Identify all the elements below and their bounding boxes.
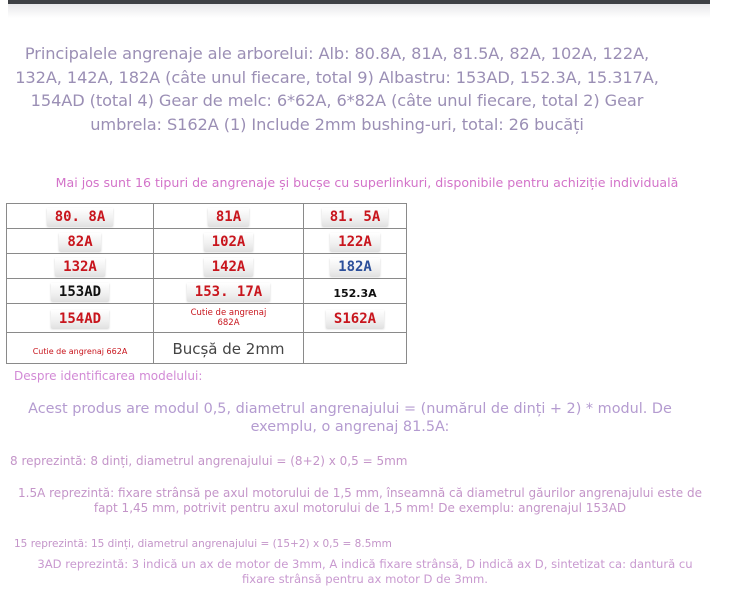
intro-paragraph: Principalele angrenaje ale arborelui: Alb: 80.8A, 81A, 81.5A, 82A, 102A, 122A, 132A, 142A, 182A (câte unul fiecare, total 9) Albastru: 153AD, 152.3A, 15.317A, 154AD (total 4) Gear de melc: 6*62A, 6*82A (câte unul fiecare, total 2) Gear umbrela: S162A (1) Include 2mm bushing-uri, total: 26 bucăți: [15, 44, 659, 134]
gear-label[interactable]: 80. 8A: [47, 208, 114, 226]
table-row: [7, 229, 407, 254]
table-row: [7, 204, 407, 229]
gear-cell[interactable]: [304, 254, 407, 279]
modul-explanation: Acest produs are modul 0,5, diametrul angrenajului = (numărul de dinți + 2) * modul. De exemplu, o angrenaj 81.5A:: [28, 401, 672, 435]
gear-cell[interactable]: [154, 279, 304, 304]
gear-cell[interactable]: [7, 279, 154, 304]
gear-label[interactable]: 82A: [59, 233, 100, 251]
gear-label[interactable]: 81A: [208, 208, 249, 226]
gear-cell[interactable]: [304, 279, 407, 304]
explanation-3ad: 3AD reprezintă: 3 indică un ax de motor de 3mm, A indică fixare strânsă, D indică ax D, sintetizat ca: dantură cu fixare strânsă pentru ax motor D de 3mm.: [37, 557, 693, 586]
gear-label[interactable]: Cutie de angrenaj 662A: [32, 346, 128, 356]
gear-cell[interactable]: [154, 304, 304, 333]
table-row: [7, 304, 407, 333]
gear-cell[interactable]: [7, 204, 154, 229]
gear-cell[interactable]: [7, 229, 154, 254]
gear-label[interactable]: 153AD: [51, 283, 109, 301]
gear-cell[interactable]: [154, 204, 304, 229]
gear-label[interactable]: 122A: [330, 233, 380, 251]
model-identification-heading: Despre identificarea modelului:: [14, 369, 203, 383]
gear-label[interactable]: 142A: [204, 258, 254, 276]
gear-label[interactable]: 102A: [204, 233, 254, 251]
superlink-subheading: Mai jos sunt 16 tipuri de angrenaje și bucșe cu superlinkuri, disponibile pentru achiziție individuală: [55, 175, 679, 190]
gear-label[interactable]: 153. 17A: [187, 283, 270, 301]
gear-cell[interactable]: [154, 254, 304, 279]
gear-label[interactable]: 81. 5A: [322, 208, 389, 226]
gear-cell[interactable]: [7, 254, 154, 279]
gear-label[interactable]: 154AD: [51, 310, 109, 328]
gear-cell[interactable]: [154, 333, 304, 364]
table-row: [7, 279, 407, 304]
gear-cell[interactable]: [154, 229, 304, 254]
table-row: [7, 254, 407, 279]
gear-table: [6, 203, 407, 364]
gear-cell[interactable]: [304, 204, 407, 229]
explanation-8-teeth: 8 reprezintă: 8 dinți, diametrul angrenajului = (8+2) x 0,5 = 5mm: [10, 454, 408, 468]
bushing-label[interactable]: Bucșă de 2mm: [172, 339, 285, 358]
top-fade: [8, 4, 710, 18]
gear-cell[interactable]: [304, 229, 407, 254]
empty-cell: [304, 333, 407, 364]
explanation-1-5a: 1.5A reprezintă: fixare strânsă pe axul motorului de 1,5 mm, înseamnă că diametrul găurilor angrenajului este de fapt 1,45 mm, potrivit pentru axul motorului de 1,5 mm! De exemplu: angrenajul 153AD: [18, 486, 702, 515]
gear-label[interactable]: S162A: [326, 310, 384, 328]
gear-label[interactable]: Cutie de angrenaj 682A: [190, 307, 267, 328]
gear-cell[interactable]: [7, 304, 154, 333]
explanation-15-teeth: 15 reprezintă: 15 dinți, diametrul angrenajului = (15+2) x 0,5 = 8.5mm: [14, 538, 392, 550]
gear-label[interactable]: 152.3A: [333, 286, 377, 300]
gear-label[interactable]: 132A: [55, 258, 105, 276]
gear-label[interactable]: 182A: [330, 258, 380, 276]
table-row: [7, 333, 407, 364]
gear-cell[interactable]: [7, 333, 154, 364]
gear-cell[interactable]: [304, 304, 407, 333]
